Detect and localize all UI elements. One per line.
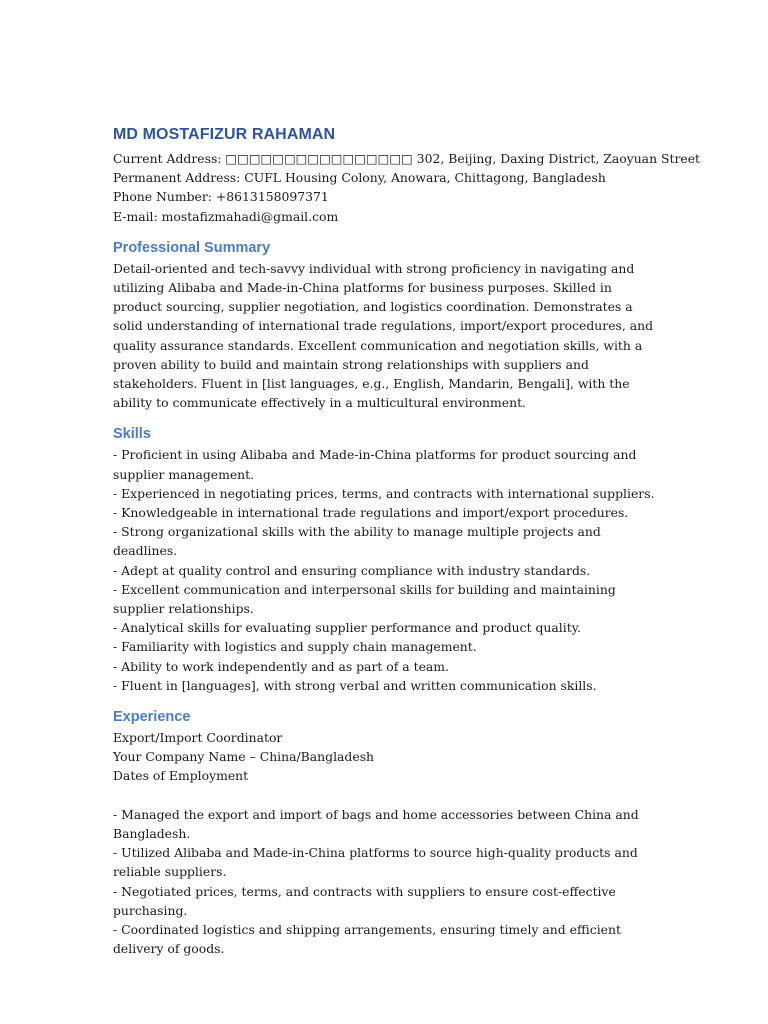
permanent-address: Permanent Address: CUFL Housing Colony, Anowara, Chittagong, Bangladesh xyxy=(113,170,606,186)
skill-item: - Strong organizational skills with the ability to manage multiple projects and deadlines. xyxy=(113,524,601,559)
experience-item: - Negotiated prices, terms, and contracts with suppliers to ensure cost-effective purchasing. xyxy=(113,883,616,918)
skill-item: - Ability to work independently and as part of a team. xyxy=(113,658,449,674)
candidate-name: MD MOSTAFIZUR RAHAMAN xyxy=(113,126,336,143)
company-name: Your Company Name – China/Bangladesh xyxy=(113,749,375,765)
skill-item: - Adept at quality control and ensuring compliance with industry standards. xyxy=(113,562,591,578)
experience-item: - Coordinated logistics and shipping arrangements, ensuring timely and efficient delivery of goods. xyxy=(113,922,621,957)
phone-number: Phone Number: +8613158097371 xyxy=(113,189,329,205)
skills-list xyxy=(113,445,668,695)
skill-item: - Experienced in negotiating prices, terms, and contracts with international suppliers. xyxy=(113,485,655,501)
professional-summary-text: Detail-oriented and tech-savvy individual with strong proficiency in navigating and utilizing Alibaba and Made-in-China platforms for business purposes. Skilled in product sourcing, supplier negotiation, and logistics coordination. Demonstrates a solid understanding of international trade regulations, import/export procedures, and quality assurance standards. Excellent communication and negotiation skills, with a proven ability to build and maintain strong relationships with suppliers and stakeholders. Fluent in [list languages, e.g., English, Mandarin, Bengali], with the ability to communicate effectively in a multicultural environment. xyxy=(113,260,654,411)
skills-heading: Skills xyxy=(113,426,151,443)
blank-line xyxy=(113,786,668,805)
professional-summary-heading: Professional Summary xyxy=(113,239,271,256)
job-title: Export/Import Coordinator xyxy=(113,730,283,746)
skill-item: - Analytical skills for evaluating supplier performance and product quality. xyxy=(113,620,581,636)
experience-item: - Managed the export and import of bags and home accessories between China and Bangladesh. xyxy=(113,806,639,842)
skill-item: - Familiarity with logistics and supply chain management. xyxy=(113,639,477,655)
skill-item: - Knowledgeable in international trade regulations and import/export procedures. xyxy=(113,505,629,521)
skill-item: - Excellent communication and interpersonal skills for building and maintaining supplier relationships. xyxy=(113,581,616,617)
skill-item: - Fluent in [languages], with strong verbal and written communication skills. xyxy=(113,677,597,693)
experience-heading: Experience xyxy=(113,709,191,726)
experience-item: - Utilized Alibaba and Made-in-China platforms to source high-quality products and reliable suppliers. xyxy=(113,845,638,880)
employment-dates: Dates of Employment xyxy=(113,768,249,784)
current-address: Current Address: □□□□□□□□□□□□□□□□ 302, Beijing, Daxing District, Zaoyuan Street xyxy=(113,151,701,166)
email-address: E-mail: mostafizmahadi@gmail.com xyxy=(113,208,339,224)
skill-item: - Proficient in using Alibaba and Made-in-China platforms for product sourcing and supplier management. xyxy=(113,447,637,482)
experience-list xyxy=(113,805,668,959)
